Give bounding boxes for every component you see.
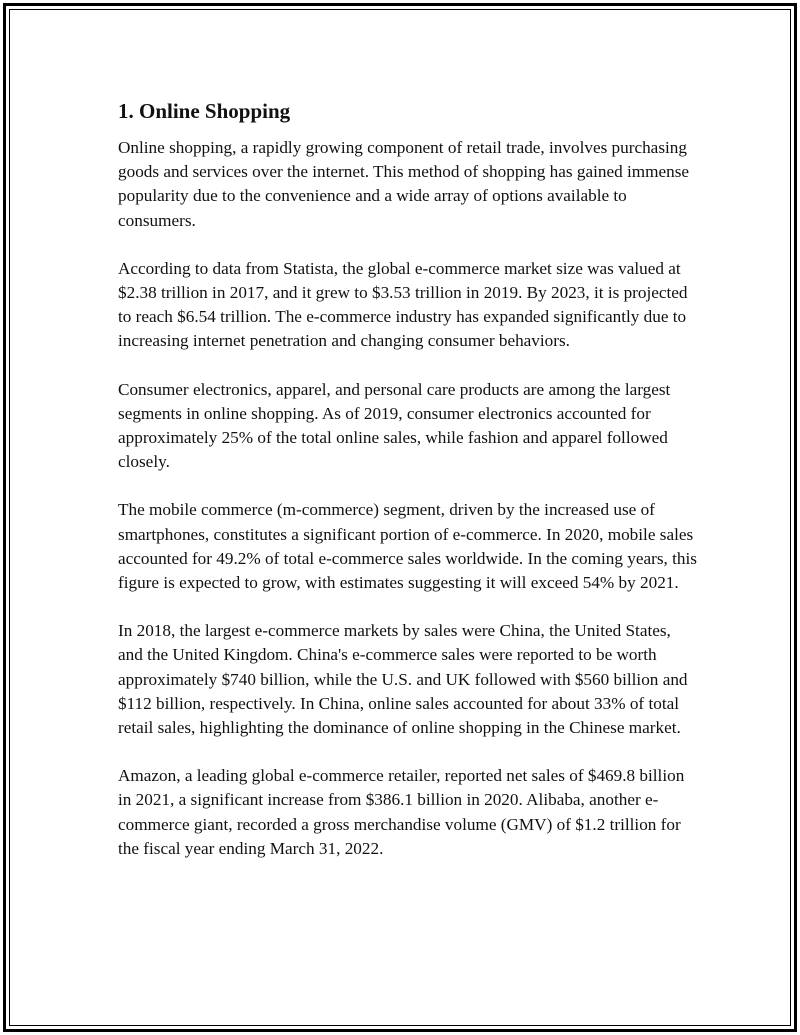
- paragraph-intro: Online shopping, a rapidly growing component of retail trade, involves purchasing goods and services over the internet. This method of shopping has gained immense popularity due to the convenience and a wide array of options available to consumers.: [118, 138, 690, 230]
- paragraph-market-size: According to data from Statista, the global e-commerce market size was valued at $2.38 trillion in 2017, and it grew to $3.53 trillion in 2019. By 2023, it is projected to reach $6.54 trillion. The e-commerce industry has expanded significantly due to increasing internet penetration and changing consumer behaviors.: [118, 258, 688, 351]
- document-body: [118, 96, 698, 885]
- paragraph-segments: Consumer electronics, apparel, and personal care products are among the largest segments in online shopping. As of 2019, consumer electronics accounted for approximately 25% of the total online sales, while fashion and apparel followed closely.: [118, 379, 671, 472]
- paragraph-major-retailers: Amazon, a leading global e-commerce retailer, reported net sales of $469.8 billion in 2021, a significant increase from $386.1 billion in 2020. Alibaba, another e-commerce giant, recorded a gross merchandise volume (GMV) of $1.2 trillion for the fiscal year ending March 31, 2022.: [118, 766, 685, 858]
- section-title: 1. Online Shopping: [118, 99, 291, 123]
- page-frame: [3, 3, 797, 1032]
- paragraph-largest-markets: In 2018, the largest e-commerce markets by sales were China, the United States, and the United Kingdom. China's e-commerce sales were reported to be worth approximately $740 billion, while the U.S. and UK followed with $560 billion and $112 billion, respectively. In China, online sales accounted for about 33% of total retail sales, highlighting the dominance of online shopping in the Chinese market.: [118, 621, 688, 738]
- paragraph-mobile-commerce: The mobile commerce (m-commerce) segment, driven by the increased use of smartphones, constitutes a significant portion of e-commerce. In 2020, mobile sales accounted for 49.2% of total e-commerce sales worldwide. In the coming years, this figure is expected to grow, with estimates suggesting it will exceed 54% by 2021.: [118, 500, 697, 593]
